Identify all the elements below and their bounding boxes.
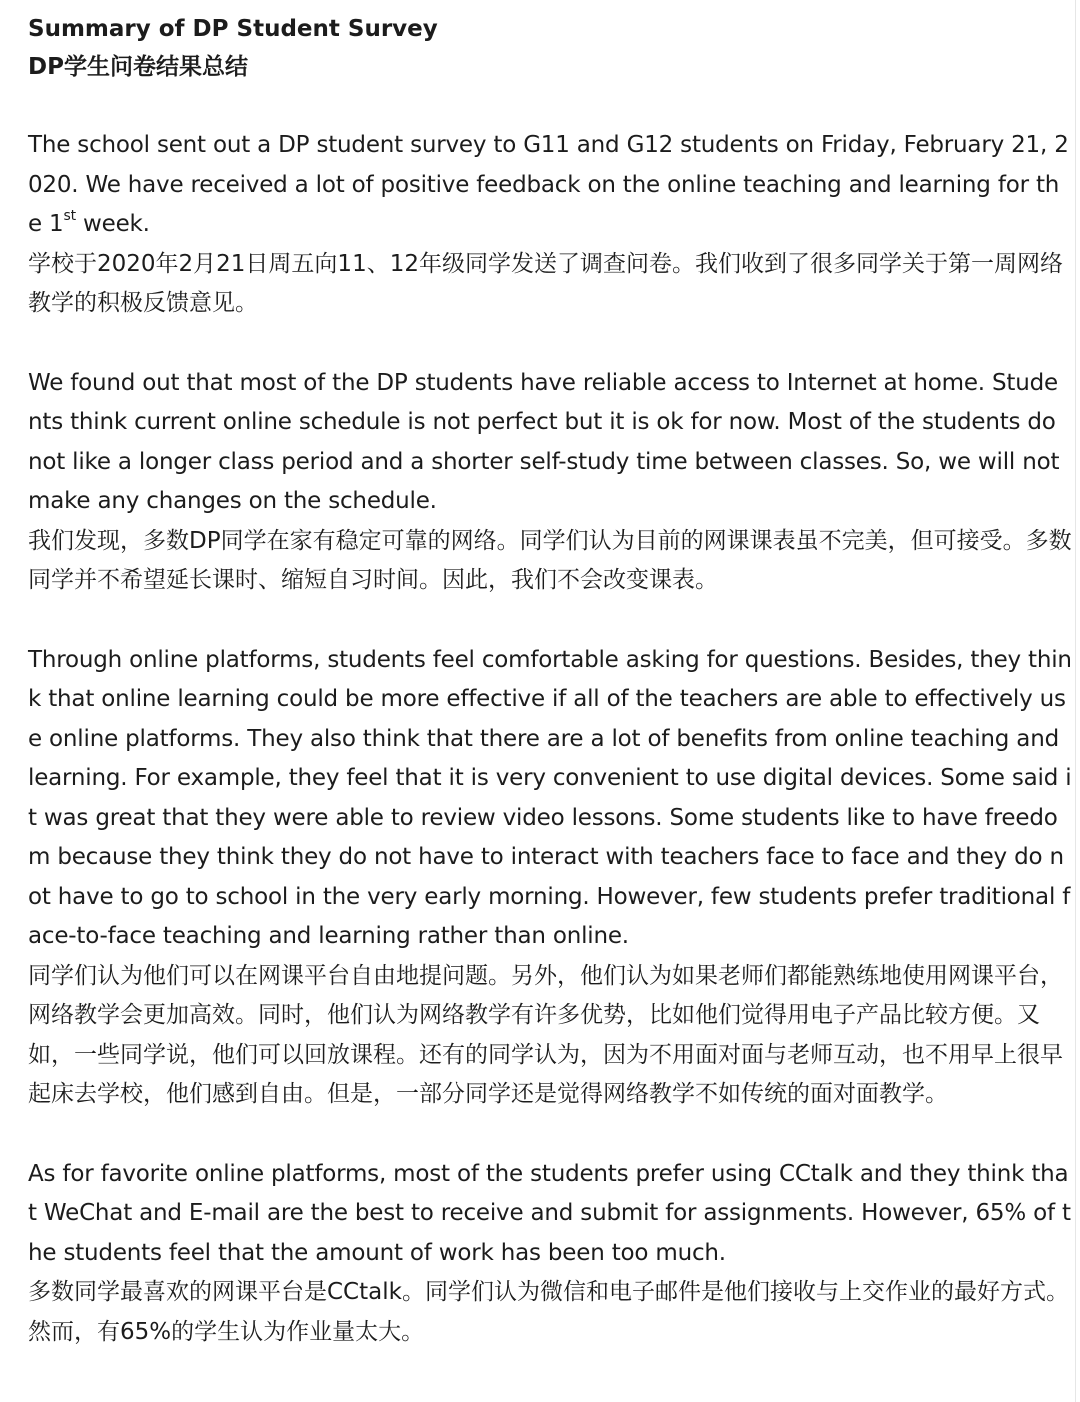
section-favorite-platforms [28,1155,1072,1353]
paragraph-zh: 我们发现，多数DP同学在家有稳定可靠的网络。同学们认为目前的网课课表虽不完美，但可接受。多数同学并不希望延长课时、缩短自习时间。因此，我们不会改变课表。 [28,527,1072,593]
section-schedule [28,364,1072,601]
paragraph-en-text: The school sent out a DP student survey to G11 and G12 students on Friday, February 21, 2020. We have received a lot of positive feedback on the online teaching and learning for the 1 [28,132,1069,237]
page-edge-divider [1075,0,1076,1402]
paragraph-zh: 多数同学最喜欢的网课平台是CCtalk。同学们认为微信和电子邮件是他们接收与上交作业的最好方式。然而，有65%的学生认为作业量太大。 [28,1279,1069,1345]
paragraph-en: Through online platforms, students feel comfortable asking for questions. Besides, they think that online learning could be more effective if all of the teachers are able to effectively use online platforms. They also think that there are a lot of benefits from online teaching and learning. For example, they feel that it is very convenient to use digital devices. Some said it was great that they were able to review video lessons. Some students like to have freedom because they think they do not have to interact with teachers face to face and they do not have to go to school in the very early morning. However, few students prefer traditional face-to-face teaching and learning rather than online. [28,646,1072,949]
section-online-platforms [28,641,1072,1115]
ordinal-suffix: st [63,208,76,225]
section-survey-intro [28,126,1072,324]
document-title-en: Summary of DP Student Survey [28,16,438,42]
paragraph-zh: 学校于2020年2月21日周五向11、12年级同学发送了调查问卷。我们收到了很多同学关于第一周网络教学的积极反馈意见。 [28,250,1063,316]
paragraph-en: As for favorite online platforms, most of the students prefer using CCtalk and they think that WeChat and E-mail are the best to receive and submit for assignments. However, 65% of the students feel that the amount of work has been too much. [28,1160,1071,1266]
paragraph-en [28,126,1072,245]
paragraph-en-text-end: week. [75,211,150,237]
paragraph-zh: 同学们认为他们可以在网课平台自由地提问题。另外，他们认为如果老师们都能熟练地使用网课平台，网络教学会更加高效。同时，他们认为网络教学有许多优势，比如他们觉得用电子产品比较方便。又如，一些同学说，他们可以回放课程。还有的同学认为，因为不用面对面与老师互动，也不用早上很早起床去学校，他们感到自由。但是，一部分同学还是觉得网络教学不如传统的面对面教学。 [28,962,1063,1107]
paragraph-en: We found out that most of the DP students have reliable access to Internet at home. Students think current online schedule is not perfect but it is ok for now. Most of the students do not like a longer class period and a shorter self-study time between classes. So, we will not make any changes on the schedule. [28,369,1060,514]
document-page [28,10,1072,1352]
document-title-zh: DP学生问卷结果总结 [28,54,248,80]
